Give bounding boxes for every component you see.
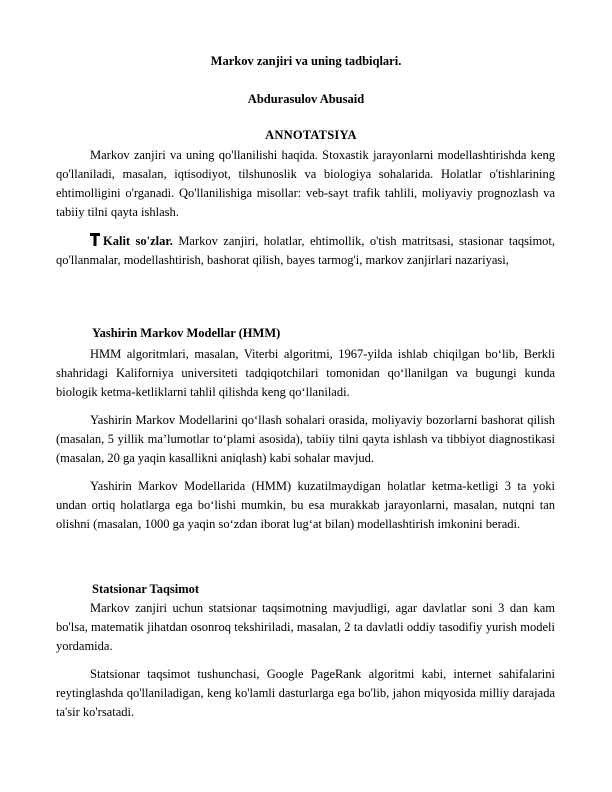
paragraph: Yashirin Markov Modellarini qo‘llash sohalari orasida, moliyaviy bozorlarni bashorat qilish (masalan, 5 yillik ma’lumotlar to‘plami asosida), tabiiy tilni qayta ishlash va tibbiyot diagnostikasi (masalan, 20 ga yaqin kasallikni aniqlash) kabi sohalar mavjud.: [56, 413, 555, 465]
section-heading-stationary: Statsionar Taqsimot: [92, 582, 200, 596]
keywords-label: Kalit so'zlar.: [103, 234, 173, 248]
keywords-block: [56, 232, 555, 270]
document-title: Markov zanjiri va uning tadbiqlari.: [210, 54, 402, 68]
abstract-paragraph: Markov zanjiri va uning qo'llanilishi haqida. Stoxastik jarayonlarni modellashtirishda keng qo'llaniladi, masalan, iqtisodiyot, tilshunoslik va biologiya sohalarida. Holatlar o'tishlarining ehtimolligini o'rganadi. Qo'llanilishiga misollar: veb-sayt trafik tahlili, moliyaviy prognozlash va tabiiy tilni qayta ishlash.: [56, 148, 555, 219]
paragraph: Markov zanjiri uchun statsionar taqsimotning mavjudligi, agar davlatlar soni 3 dan kam bo'lsa, matematik jihatdan osonroq tekshiriladi, masalan, 2 ta davlatli oddiy tasodifiy yurish modeli yordamida.: [56, 601, 555, 653]
author-name: Abdurasulov Abusaid: [247, 92, 365, 106]
abstract-marker: [255, 128, 265, 142]
abstract-heading-text: ANNOTATSIYA: [260, 128, 352, 142]
abstract-block: [56, 146, 555, 222]
keywords-text: Markov zanjiri, holatlar, ehtimollik, o'tish matritsasi, stasionar taqsimot, qo'llanmalar, modellashtirish, bashorat qilish, bayes tarmog'i, markov zanjirlari nazariyasi,: [56, 234, 556, 267]
section-stationary-body: [56, 599, 555, 722]
keywords-paragraph: [56, 232, 555, 270]
key-icon: [90, 233, 100, 246]
section-heading-hmm: Yashirin Markov Modellar (HMM): [92, 326, 281, 340]
abstract-heading: [0, 128, 612, 143]
paragraph: Yashirin Markov Modellarida (HMM) kuzatilmaydigan holatlar ketma-ketligi 3 ta yoki undan ortiq holatlarga ega bo‘lishi mumkin, bu esa murakkab jarayonlarni, masalan, nutqni tan olishni (masalan, 1000 ga yaqin so‘zdan iborat lug‘at bilan) modellashtirish imkonini beradi.: [56, 479, 555, 531]
paragraph: Statsionar taqsimot tushunchasi, Google PageRank algoritmi kabi, internet sahifalarini reytinglashda qo'llaniladigan, keng ko'lamli dasturlarga ega bo'lib, jahon miqyosida milliy darajada ta'sir ko'rsatadi.: [56, 667, 555, 719]
paragraph: HMM algoritmlari, masalan, Viterbi algoritmi, 1967-yilda ishlab chiqilgan bo‘lib, Berkli shahridagi Kaliforniya universiteti tadqiqotchilari tomonidan qo‘llanilgan va bugungi kunda biologik ketma-ketliklarni tahlil qilishda keng qo‘llaniladi.: [56, 347, 555, 399]
section-hmm-body: [56, 345, 555, 534]
